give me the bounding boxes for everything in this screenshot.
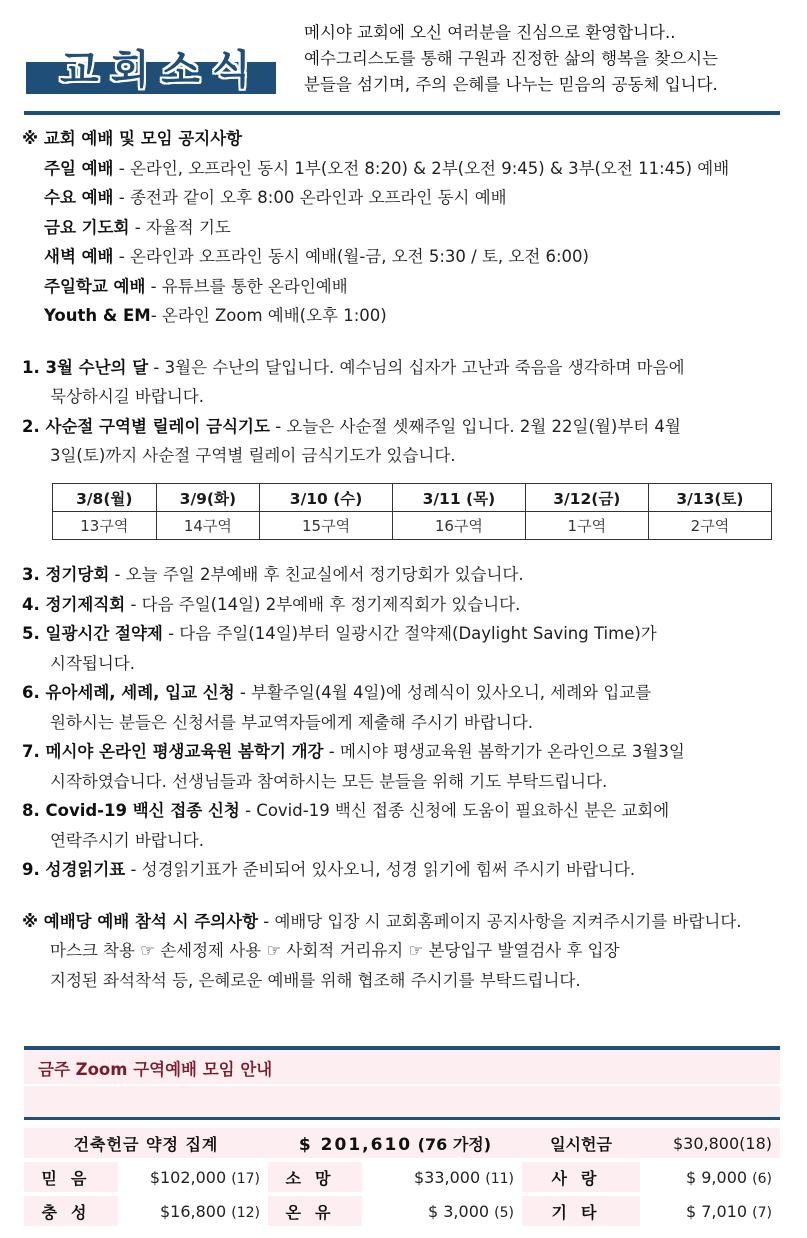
service-text: - 온라인 Zoom 예배(오후 1:00) <box>150 306 387 325</box>
notice-label: 성경읽기표 <box>45 860 126 879</box>
fund-summary-label: 건축헌금 약정 집계 <box>24 1128 268 1158</box>
notice-label: 정기당회 <box>45 565 110 584</box>
service-item <box>22 272 792 302</box>
district-count: (6) <box>752 1170 772 1187</box>
service-label: Youth & EM <box>44 306 151 325</box>
notice-continuation: 시작하였습니다. 선생님들과 참여하시는 모든 분들을 위해 기도 부탁드립니다. <box>50 771 608 791</box>
notice-item <box>22 412 792 442</box>
notice-number: 7. <box>22 742 46 761</box>
table-cell: 13구역 <box>53 512 157 540</box>
notice-text: - 오늘 주일 2부예배 후 친교실에서 정기당회가 있습니다. <box>109 565 524 584</box>
notice-continuation: 묵상하시길 바랍니다. <box>50 387 204 406</box>
notice-continuation: 원하시는 분들은 신청서를 부교역자들에게 제출해 주시기 바랍니다. <box>50 712 534 732</box>
table-row <box>24 1162 780 1192</box>
notice-text: - 성경읽기표가 준비되어 있사오니, 성경 읽기에 힘써 주시기 바랍니다. <box>125 860 636 879</box>
service-text: - 온라인, 오프라인 동시 1부(오전 8:20) & 2부(오전 9:45) & 3부(오전 11:45) 예배 <box>113 158 730 178</box>
notice-number: 5. <box>22 624 46 643</box>
district-value <box>640 1162 780 1192</box>
notice-item <box>22 678 792 708</box>
district-amount: $16,800 <box>159 1201 227 1221</box>
notice-item <box>22 796 792 826</box>
table-row <box>53 512 772 540</box>
district-count: (5) <box>494 1204 514 1221</box>
notice-number: 6. <box>22 683 46 702</box>
notice-label: 사순절 구역별 릴레이 금식기도 <box>45 416 270 436</box>
section-title-block <box>26 38 276 94</box>
table-cell: 15구역 <box>260 512 393 540</box>
fund-summary-amount: $ 201,610 <box>298 1134 413 1155</box>
table-cell: 14구역 <box>156 512 260 540</box>
service-text: - 유튜브를 통한 온라인예배 <box>145 276 348 296</box>
fund-summary-count: (76 가정) <box>412 1134 492 1154</box>
notice-text: - 오늘은 사순절 셋째주일 입니다. 2월 22일(월)부터 4월 <box>269 416 681 436</box>
welcome-line: 분들을 섬기며, 주의 은혜를 나누는 믿음의 공동체 입니다. <box>304 75 718 94</box>
notice-text: - 다음 주일(14일) 2부예배 후 정기제직회가 있습니다. <box>125 594 521 614</box>
district-count: (7) <box>752 1204 772 1221</box>
notice-text: - 다음 주일(14일)부터 일광시간 절약제(Daylight Saving Time)가 <box>162 624 657 643</box>
notice-item <box>22 619 792 649</box>
fund-summary-value <box>268 1128 522 1158</box>
district-label: 사랑 <box>522 1162 640 1192</box>
table-header-cell: 3/8(월) <box>53 484 157 512</box>
notice-label: 정기제직회 <box>45 594 126 614</box>
district-value <box>362 1162 522 1192</box>
district-label: 소망 <box>268 1162 362 1192</box>
welcome-message <box>304 20 784 98</box>
notice-label: Covid-19 백신 접종 신청 <box>45 801 240 820</box>
district-label: 기타 <box>522 1196 640 1226</box>
notice-item <box>22 855 792 885</box>
district-amount: $102,000 <box>149 1167 227 1187</box>
district-amount: $ 7,010 <box>685 1201 748 1221</box>
district-amount: $ 3,000 <box>427 1201 490 1221</box>
table-row <box>24 1196 780 1226</box>
service-item <box>22 242 792 272</box>
notice-section-continued <box>22 560 792 995</box>
district-count: (17) <box>231 1170 260 1187</box>
district-label: 온유 <box>268 1196 362 1226</box>
notice-number: 3. <box>22 565 46 584</box>
building-fund-table <box>24 1124 780 1230</box>
district-count: (12) <box>231 1204 260 1221</box>
one-time-label: 일시헌금 <box>522 1128 640 1158</box>
table-cell: 16구역 <box>392 512 525 540</box>
table-cell: 1구역 <box>525 512 648 540</box>
district-value <box>118 1196 268 1226</box>
one-time-value <box>640 1128 780 1158</box>
zoom-notice-title: 금주 Zoom 구역예배 모임 안내 <box>38 1060 273 1079</box>
table-header-cell: 3/12(금) <box>525 484 648 512</box>
notice-number: 9. <box>22 860 46 879</box>
district-value <box>640 1196 780 1226</box>
table-row <box>24 1128 780 1158</box>
notice-continuation: 시작됩니다. <box>50 653 135 673</box>
service-label: 수요 예배 <box>44 188 114 207</box>
caution-closing: 지정된 좌석착석 등, 은혜로운 예배를 위해 협조해 주시기를 부탁드립니다. <box>50 970 581 990</box>
notice-label: 메시야 온라인 평생교육원 봄학기 개강 <box>45 742 324 761</box>
zoom-divider <box>24 1084 780 1086</box>
service-item <box>22 213 792 243</box>
header-divider <box>24 111 780 115</box>
services-heading: ※ 교회 예배 및 모임 공지사항 <box>22 129 243 148</box>
zoom-notice-box <box>24 1046 780 1120</box>
table-header-cell: 3/11 (목) <box>392 484 525 512</box>
notice-number: 2. <box>22 416 46 436</box>
table-header-cell: 3/10 (수) <box>260 484 393 512</box>
service-text: - 자율적 기도 <box>129 217 231 237</box>
notice-number: 4. <box>22 594 46 614</box>
district-label: 충성 <box>24 1196 118 1226</box>
notice-continuation: 연락주시기 바랍니다. <box>50 830 204 850</box>
notice-text: - Covid-19 백신 접종 신청에 도움이 필요하신 분은 교회에 <box>239 801 670 820</box>
caution-label: ※ 예배당 예배 참석 시 주의사항 <box>22 911 259 931</box>
table-row <box>53 484 772 512</box>
service-label: 주일학교 예배 <box>44 276 146 296</box>
notice-continuation: 3일(토)까지 사순절 구역별 릴레이 금식기도가 있습니다. <box>50 446 456 465</box>
service-text: - 종전과 같이 오후 8:00 온라인과 오프라인 동시 예배 <box>113 188 507 207</box>
one-time-count: (18) <box>739 1133 772 1153</box>
service-label: 새벽 예배 <box>44 247 114 266</box>
relay-prayer-table <box>52 483 772 540</box>
notice-label: 유아세례, 세례, 입교 신청 <box>45 683 235 702</box>
welcome-line: 예수그리스도를 통해 구원과 진정한 삶의 행복을 찾으시는 <box>304 49 719 68</box>
district-count: (11) <box>485 1170 514 1187</box>
service-label: 주일 예배 <box>44 158 114 178</box>
notice-text: - 3월은 수난의 달입니다. 예수님의 십자가 고난과 죽음을 생각하며 마음에 <box>148 357 685 377</box>
notice-label: 일광시간 절약제 <box>45 624 163 643</box>
caution-item <box>22 907 792 937</box>
district-label: 믿음 <box>24 1162 118 1192</box>
district-value <box>118 1162 268 1192</box>
service-text: - 온라인과 오프라인 동시 예배(월-금, 오전 5:30 / 토, 오전 6:00) <box>113 247 589 266</box>
caution-text: - 예배당 입장 시 교회홈페이지 공지사항을 지켜주시기를 바랍니다. <box>258 911 742 931</box>
page-title: 교회소식 <box>60 46 263 93</box>
district-amount: $ 9,000 <box>685 1167 748 1187</box>
one-time-amount: $30,800 <box>672 1133 740 1153</box>
notice-label: 3월 수난의 달 <box>45 357 149 377</box>
notice-item <box>22 353 792 383</box>
caution-steps: 마스크 착용 ☞ 손세정제 사용 ☞ 사회적 거리유지 ☞ 본당입구 발열검사 후 입장 <box>50 941 620 960</box>
notice-item <box>22 560 792 590</box>
district-value <box>362 1196 522 1226</box>
service-item <box>22 183 792 213</box>
notice-section <box>22 124 792 471</box>
notice-number: 1. <box>22 357 46 377</box>
table-header-cell: 3/13(토) <box>648 484 771 512</box>
service-label: 금요 기도회 <box>44 217 130 237</box>
notice-number: 8. <box>22 801 46 820</box>
table-header-cell: 3/9(화) <box>156 484 260 512</box>
service-item <box>22 301 792 331</box>
service-item <box>22 154 792 184</box>
notice-text: - 부활주일(4월 4일)에 성례식이 있사오니, 세례와 입교를 <box>234 683 652 702</box>
district-amount: $33,000 <box>413 1167 481 1187</box>
notice-text: - 메시야 평생교육원 봄학기가 온라인으로 3월3일 <box>323 742 685 761</box>
notice-item <box>22 590 792 620</box>
table-cell: 2구역 <box>648 512 771 540</box>
notice-item <box>22 737 792 767</box>
welcome-line: 메시야 교회에 오신 여러분을 진심으로 환영합니다.. <box>304 23 676 42</box>
